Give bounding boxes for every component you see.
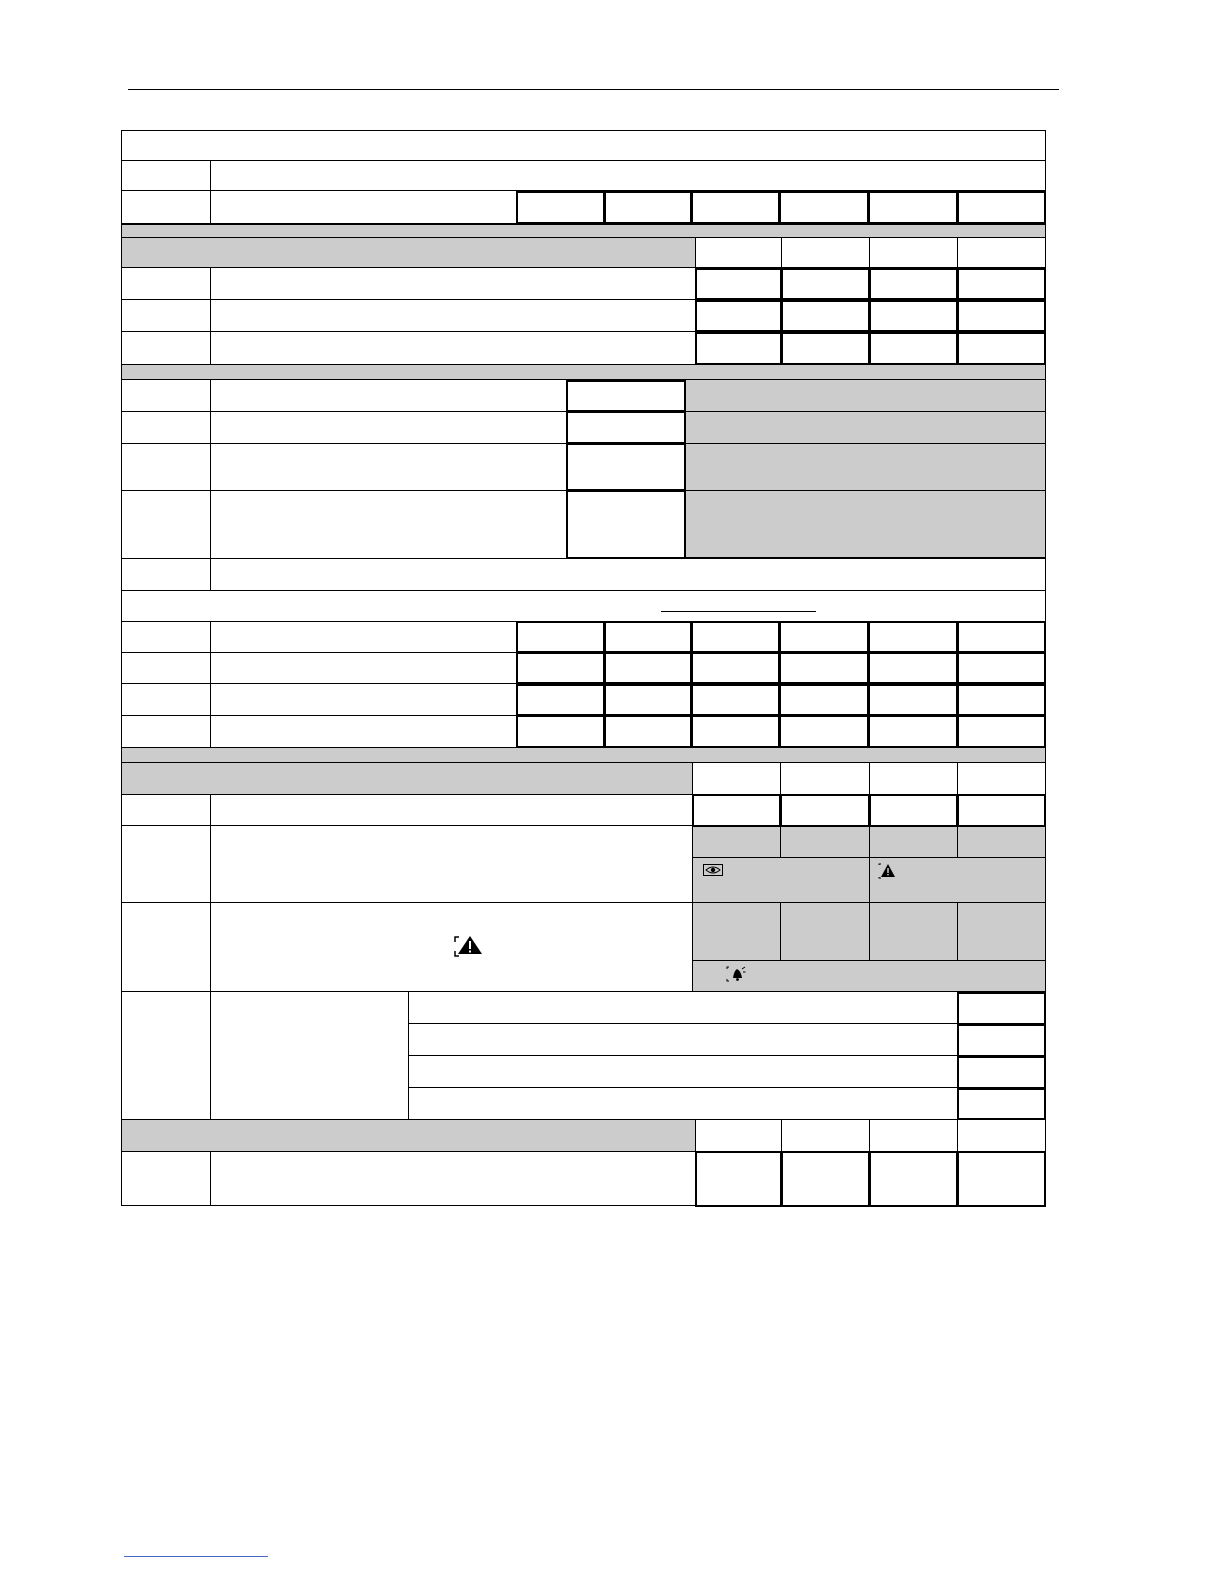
entry-box[interactable] xyxy=(869,300,958,332)
row-label-cell xyxy=(210,299,696,332)
row-number-cell xyxy=(121,652,211,684)
entry-box[interactable] xyxy=(604,621,692,653)
entry-box[interactable] xyxy=(869,794,958,827)
row-label-cell xyxy=(210,652,517,684)
column-header-cell xyxy=(957,1119,1046,1152)
entry-box[interactable] xyxy=(691,191,780,224)
row-label-cell xyxy=(210,379,568,412)
entry-box[interactable] xyxy=(516,191,605,224)
entry-box[interactable] xyxy=(566,490,686,559)
section-separator xyxy=(121,364,1046,380)
entry-box[interactable] xyxy=(957,1056,1046,1089)
shaded-area xyxy=(685,379,1046,412)
column-header-cell xyxy=(957,762,1046,795)
column-header-cell xyxy=(692,762,781,795)
entry-box[interactable] xyxy=(695,300,782,332)
entry-box[interactable] xyxy=(957,652,1046,684)
entry-box[interactable] xyxy=(957,1088,1046,1120)
shaded-cell xyxy=(692,902,781,961)
alarm-bell-icon xyxy=(726,966,746,982)
entry-box[interactable] xyxy=(957,621,1046,653)
entry-box[interactable] xyxy=(779,621,869,653)
section-separator xyxy=(121,224,1046,238)
shaded-cell xyxy=(869,826,958,858)
column-header-cell xyxy=(869,762,958,795)
section-header xyxy=(121,237,696,268)
entry-box[interactable] xyxy=(781,300,870,332)
shaded-cell xyxy=(692,826,781,858)
entry-box[interactable] xyxy=(868,684,958,716)
row-number-cell xyxy=(121,621,211,653)
sub-row-label xyxy=(408,1023,958,1056)
entry-box[interactable] xyxy=(691,684,780,716)
shaded-area xyxy=(685,443,1046,491)
row-text-cell xyxy=(210,558,1046,591)
entry-box[interactable] xyxy=(516,715,605,748)
row-number-cell xyxy=(121,558,211,591)
entry-box[interactable] xyxy=(695,1151,782,1207)
shaded-area xyxy=(685,411,1046,444)
entry-box[interactable] xyxy=(957,794,1046,827)
entry-box[interactable] xyxy=(957,191,1046,224)
entry-box[interactable] xyxy=(604,684,692,716)
sub-row-label xyxy=(408,1055,958,1088)
row-label-cell xyxy=(210,267,696,300)
entry-box[interactable] xyxy=(516,684,605,716)
row-label-cell xyxy=(210,825,693,903)
shaded-cell xyxy=(780,826,870,858)
row-number-cell xyxy=(121,299,211,332)
row-text-cell xyxy=(210,160,1046,191)
column-header-cell xyxy=(780,762,870,795)
row-label-cell xyxy=(210,715,517,748)
shaded-cell xyxy=(869,902,958,961)
row-number-cell xyxy=(121,190,211,224)
heading-underline xyxy=(661,611,816,612)
row-number-cell xyxy=(121,902,211,992)
eye-warning-icon xyxy=(703,863,723,875)
section-header xyxy=(121,762,693,795)
entry-box[interactable] xyxy=(779,652,869,684)
column-header-cell xyxy=(695,237,782,268)
shaded-area xyxy=(685,490,1046,558)
entry-box[interactable] xyxy=(691,715,780,748)
entry-box[interactable] xyxy=(779,191,869,224)
entry-box[interactable] xyxy=(695,332,782,365)
entry-box[interactable] xyxy=(566,411,686,444)
entry-box[interactable] xyxy=(868,715,958,748)
entry-box[interactable] xyxy=(780,794,870,827)
entry-box[interactable] xyxy=(869,268,958,300)
entry-box[interactable] xyxy=(957,1024,1046,1057)
row-number-cell xyxy=(121,267,211,300)
entry-box[interactable] xyxy=(869,1151,958,1207)
entry-box[interactable] xyxy=(957,332,1046,365)
entry-box[interactable] xyxy=(868,621,958,653)
entry-box[interactable] xyxy=(957,715,1046,748)
row-number-cell xyxy=(121,794,211,826)
row-number-cell xyxy=(121,379,211,412)
entry-box[interactable] xyxy=(516,652,605,684)
entry-box[interactable] xyxy=(868,652,958,684)
shaded-cell xyxy=(780,902,870,961)
entry-box[interactable] xyxy=(779,684,869,716)
row-number-cell xyxy=(121,991,211,1120)
section-separator xyxy=(121,747,1046,763)
shaded-cell xyxy=(957,826,1046,858)
alert-triangle-icon xyxy=(453,934,483,959)
column-header-cell xyxy=(957,237,1046,268)
form-title-row xyxy=(121,130,1046,161)
entry-box[interactable] xyxy=(604,652,692,684)
row-label-cell xyxy=(210,1151,696,1206)
row-label-cell xyxy=(210,794,693,826)
row-label-cell xyxy=(210,621,517,653)
entry-box[interactable] xyxy=(604,191,692,224)
row-label-cell xyxy=(210,331,696,365)
entry-box[interactable] xyxy=(957,268,1046,300)
entry-box[interactable] xyxy=(957,992,1046,1025)
row-label-cell xyxy=(210,490,568,559)
entry-box[interactable] xyxy=(692,794,781,827)
column-header-cell xyxy=(869,237,958,268)
row-number-cell xyxy=(121,490,211,559)
sub-row-label xyxy=(408,991,958,1024)
entry-box[interactable] xyxy=(516,621,605,653)
row-label-cell xyxy=(210,683,517,716)
footer-link[interactable] xyxy=(124,1556,268,1557)
entry-box[interactable] xyxy=(604,715,692,748)
row-number-cell xyxy=(121,715,211,748)
entry-box[interactable] xyxy=(691,621,780,653)
row-number-cell xyxy=(121,443,211,491)
entry-box[interactable] xyxy=(691,652,780,684)
row-number-cell xyxy=(121,411,211,444)
shaded-cell xyxy=(957,902,1046,961)
row-number-cell xyxy=(121,825,211,903)
sub-row-label xyxy=(408,1087,958,1120)
entry-box[interactable] xyxy=(781,1151,870,1207)
row-label-cell xyxy=(210,190,517,224)
entry-box[interactable] xyxy=(957,684,1046,716)
entry-box[interactable] xyxy=(957,1151,1046,1207)
row-number-cell xyxy=(121,331,211,365)
alert-triangle-icon xyxy=(878,863,896,879)
row-label-cell xyxy=(210,902,693,992)
row-label-cell xyxy=(210,991,409,1120)
column-header-cell xyxy=(781,237,870,268)
section-heading-row xyxy=(121,590,1046,622)
section-header xyxy=(121,1119,696,1152)
row-number-cell xyxy=(121,160,211,191)
entry-box[interactable] xyxy=(868,191,958,224)
entry-box[interactable] xyxy=(695,268,782,300)
column-header-cell xyxy=(781,1119,870,1152)
entry-box[interactable] xyxy=(781,332,870,365)
column-header-cell xyxy=(695,1119,782,1152)
row-number-cell xyxy=(121,683,211,716)
entry-box[interactable] xyxy=(781,268,870,300)
entry-box[interactable] xyxy=(869,332,958,365)
header-rule xyxy=(128,89,1059,90)
column-header-cell xyxy=(869,1119,958,1152)
row-number-cell xyxy=(121,1151,211,1206)
entry-box[interactable] xyxy=(957,300,1046,332)
entry-box[interactable] xyxy=(779,715,869,748)
row-label-cell xyxy=(210,443,568,491)
row-label-cell xyxy=(210,411,568,444)
entry-box[interactable] xyxy=(566,443,686,491)
entry-box[interactable] xyxy=(566,380,686,412)
